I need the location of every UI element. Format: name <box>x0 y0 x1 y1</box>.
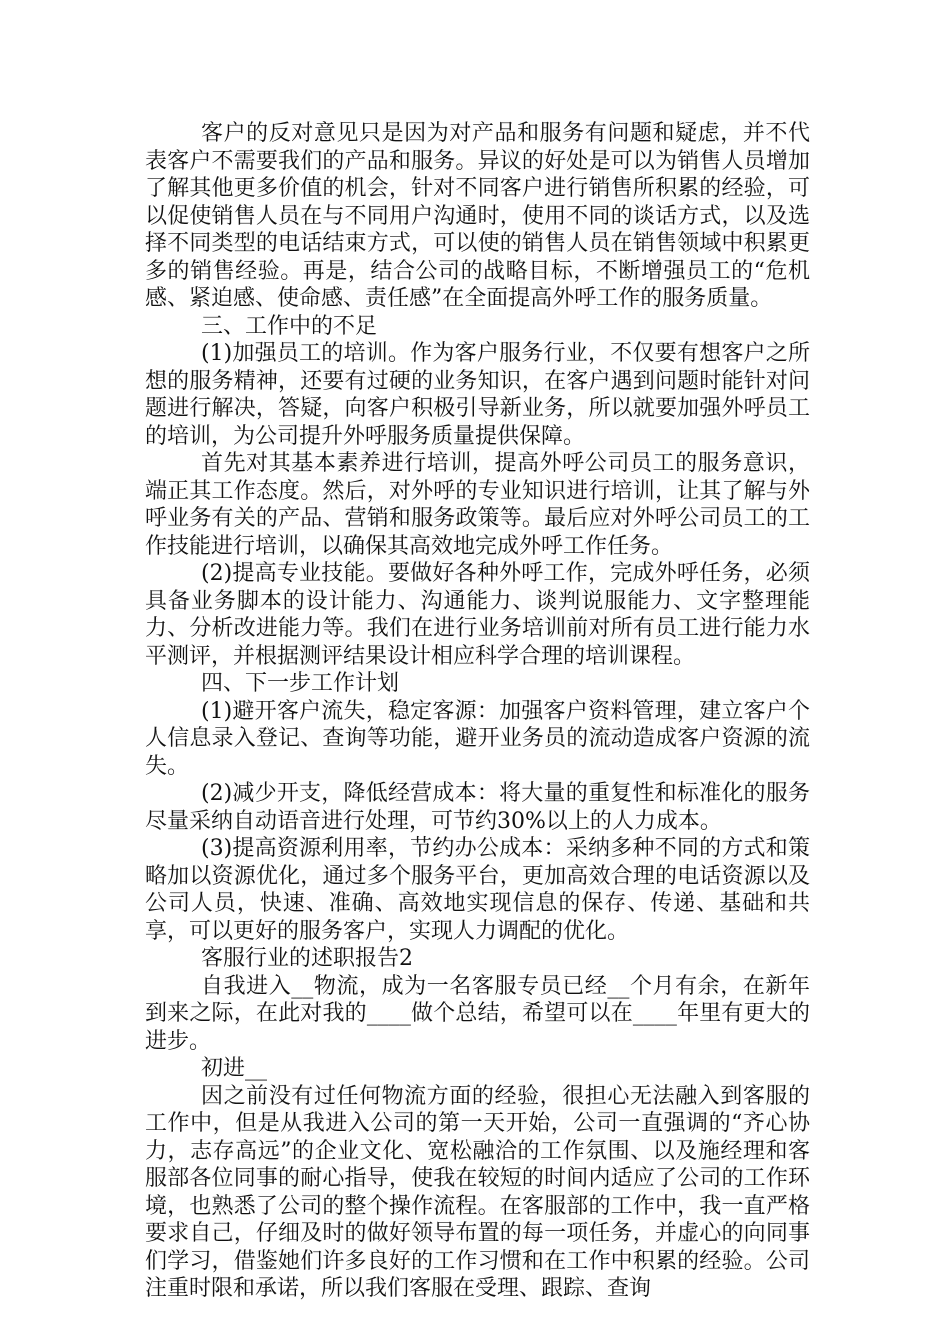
document-page <box>145 120 810 1303</box>
paragraph-experience: 因之前没有过任何物流方面的经验，很担心无法融入到客服的工作中，但是从我进入公司的第一天开始，公司一直强调的“齐心协力，志存高远”的企业文化、宽松融洽的工作氛围、以及施经理和客服部各位同事的耐心指导，使我在较短的时间内适应了公司的工作环境，也熟悉了公司的整个操作流程。在客服部的工作中，我一直严格要求自己，仔细及时的做好领导布置的每一项任务，并虚心的向同事们学习，借鉴她们许多良好的工作习惯和在工作中积累的经验。公司注重时限和承诺，所以我们客服在受理、跟踪、查询 <box>145 1083 810 1301</box>
section-heading-shortcomings: 三、工作中的不足 <box>201 313 378 339</box>
paragraph-reduce-costs: (2)减少开支，降低经营成本：将大量的重复性和标准化的服务尽量采纳自动语音进行处理，可节约30%以上的人力成本。 <box>145 781 810 834</box>
paragraph-objection-handling: 客户的反对意见只是因为对产品和服务有问题和疑虑，并不代表客户不需要我们的产品和服务。异议的好处是可以为销售人员增加了解其他更多价值的机会，针对不同客户进行销售所积累的经验，可以促使销售人员在与不同用户沟通时，使用不同的谈话方式，以及选择不同类型的电话结束方式，可以使的销售人员在销售领域中积累更多的销售经验。再是，结合公司的战略目标，不断增强员工的“危机感、紧迫感、使命感、责任感”在全面提高外呼工作的服务质量。 <box>145 121 810 311</box>
paragraph-resource-utilization: (3)提高资源利用率，节约办公成本：采纳多种不同的方式和策略加以资源优化，通过多个服务平台，更加高效合理的电话资源以及公司人员，快速、准确、高效地实现信息的保存、传递、基础和共享，可以更好的服务客户，实现人力调配的优化。 <box>145 836 810 944</box>
paragraph-basic-training: 首先对其基本素养进行培训，提高外呼公司员工的服务意识，端正其工作态度。然后，对外呼的专业知识进行培训，让其了解与外呼业务有关的产品、营销和服务政策等。最后应对外呼公司员工的工作技能进行培训，以确保其高效地完成外呼工作任务。 <box>145 451 810 559</box>
paragraph-introduction: 自我进入__物流，成为一名客服专员已经__个月有余，在新年到来之际，在此对我的____做个总结，希望可以在____年里有更大的进步。 <box>145 973 810 1054</box>
report-title-2: 客服行业的述职报告2 <box>201 946 413 971</box>
section-heading-next-plan: 四、下一步工作计划 <box>201 671 400 696</box>
paragraph-avoid-customer-loss: (1)避开客户流失，稳定客源：加强客户资料管理，建立客户个人信息录入登记、查询等功能，避开业务员的流动造成客户资源的流失。 <box>145 698 810 779</box>
paragraph-staff-training: (1)加强员工的培训。作为客户服务行业，不仅要有想客户之所想的服务精神，还要有过硬的业务知识，在客户遇到问题时能针对问题进行解决，答疑，向客户积极引导新业务，所以就要加强外呼员工的培训，为公司提升外呼服务质量提供保障。 <box>145 341 810 449</box>
subheading-first-entry: 初进__ <box>201 1056 268 1081</box>
paragraph-professional-skills: (2)提高专业技能。要做好各种外呼工作，完成外呼任务，必须具备业务脚本的设计能力、沟通能力、谈判说服能力、文字整理能力、分析改进能力等。我们在进行业务培训前对所有员工进行能力水平测评，并根据测评结果设计相应科学合理的培训课程。 <box>145 561 810 669</box>
